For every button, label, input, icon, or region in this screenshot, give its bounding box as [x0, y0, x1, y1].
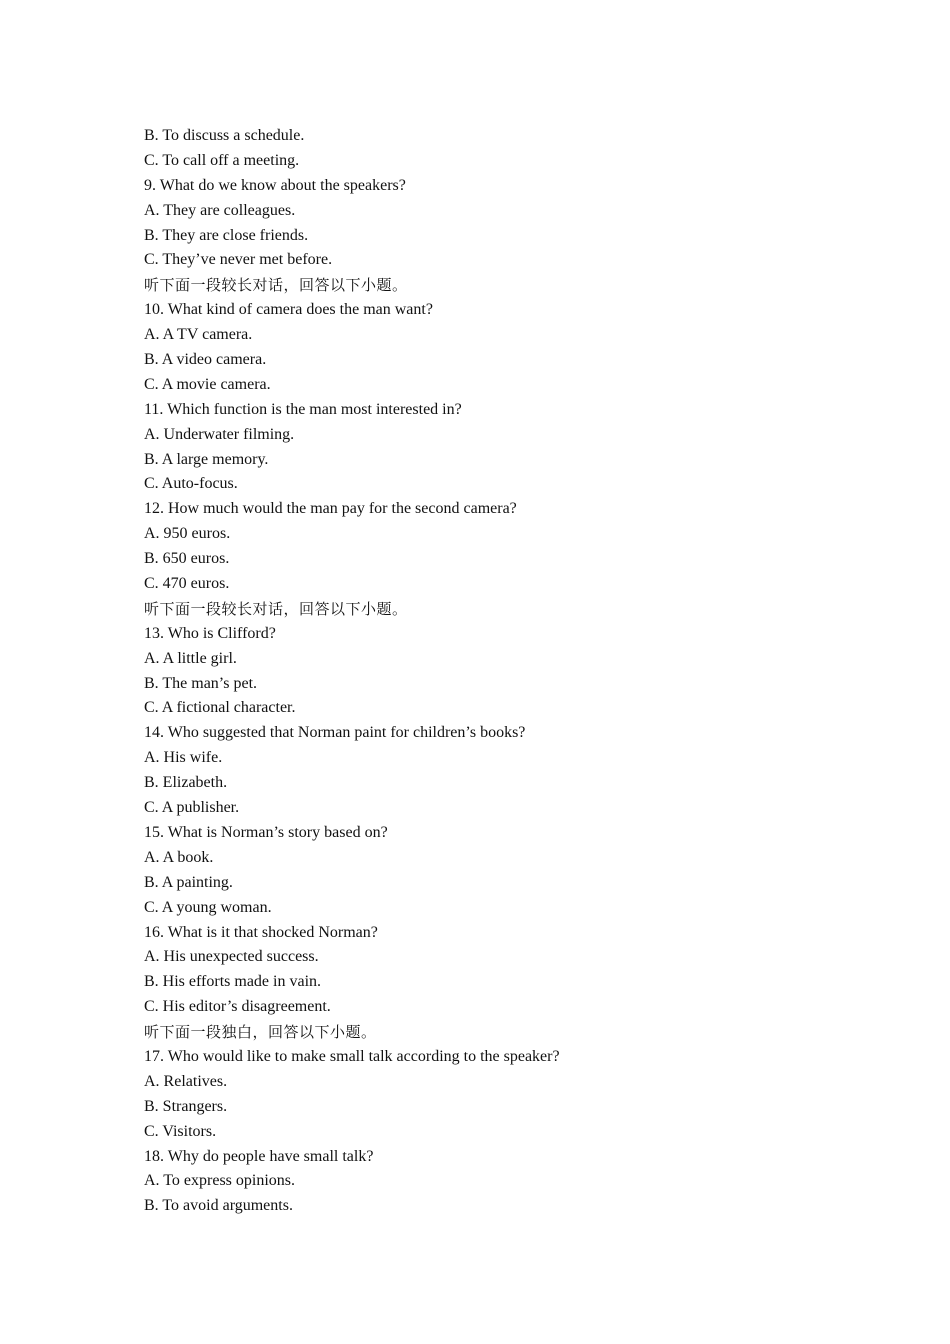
question-text: 14. Who suggested that Norman paint for children’s books? — [144, 724, 526, 742]
option-text: A. His unexpected success. — [144, 948, 319, 966]
section-instruction: 听下面一段独白，回答以下小题。 — [144, 1023, 377, 1042]
question-text: 17. Who would like to make small talk according to the speaker? — [144, 1047, 560, 1065]
option-text: B. Elizabeth. — [144, 774, 228, 792]
question-text: 16. What is it that shocked Norman? — [144, 923, 378, 941]
question-text: 10. What kind of camera does the man want? — [144, 301, 433, 319]
question-text: 11. Which function is the man most interested in? — [144, 400, 462, 418]
option-text: C. Visitors. — [144, 1122, 217, 1140]
option-text: A. They are colleagues. — [144, 201, 296, 219]
question-text: 15. What is Norman’s story based on? — [144, 823, 388, 841]
option-text: C. To call off a meeting. — [144, 151, 300, 169]
option-text: B. Strangers. — [144, 1097, 228, 1115]
option-text: A. A book. — [144, 848, 214, 866]
option-text: A. To express opinions. — [144, 1172, 296, 1190]
option-text: A. 950 euros. — [144, 525, 231, 543]
question-text: 13. Who is Clifford? — [144, 624, 276, 642]
option-text: B. The man’s pet. — [144, 674, 258, 692]
option-text: A. A little girl. — [144, 649, 237, 667]
document-page — [144, 124, 864, 1219]
option-text: C. A movie camera. — [144, 375, 271, 393]
option-text: B. To discuss a schedule. — [144, 127, 305, 144]
option-text: A. A TV camera. — [144, 326, 253, 344]
option-text: B. 650 euros. — [144, 550, 230, 568]
option-text: B. A large memory. — [144, 450, 269, 468]
question-text: 18. Why do people have small talk? — [144, 1147, 374, 1165]
section-instruction: 听下面一段较长对话，回答以下小题。 — [144, 599, 408, 618]
option-text: B. To avoid arguments. — [144, 1197, 293, 1215]
option-text: B. They are close friends. — [144, 226, 309, 244]
question-text: 12. How much would the man pay for the second camera? — [144, 500, 517, 518]
option-text: C. A young woman. — [144, 898, 272, 916]
section-instruction: 听下面一段较长对话，回答以下小题。 — [144, 276, 408, 295]
question-text: 9. What do we know about the speakers? — [144, 176, 406, 194]
option-text: C. A fictional character. — [144, 699, 296, 717]
option-text: C. His editor’s disagreement. — [144, 998, 331, 1016]
option-text: A. Underwater filming. — [144, 425, 295, 443]
option-text: C. A publisher. — [144, 799, 240, 817]
option-text: B. A video camera. — [144, 351, 267, 369]
option-text: B. His efforts made in vain. — [144, 973, 322, 991]
option-text: C. 470 euros. — [144, 575, 230, 593]
option-text: C. They’ve never met before. — [144, 251, 333, 269]
option-text: A. Relatives. — [144, 1072, 228, 1090]
option-text: A. His wife. — [144, 749, 223, 767]
option-text: B. A painting. — [144, 873, 233, 891]
option-text: C. Auto-focus. — [144, 475, 238, 493]
